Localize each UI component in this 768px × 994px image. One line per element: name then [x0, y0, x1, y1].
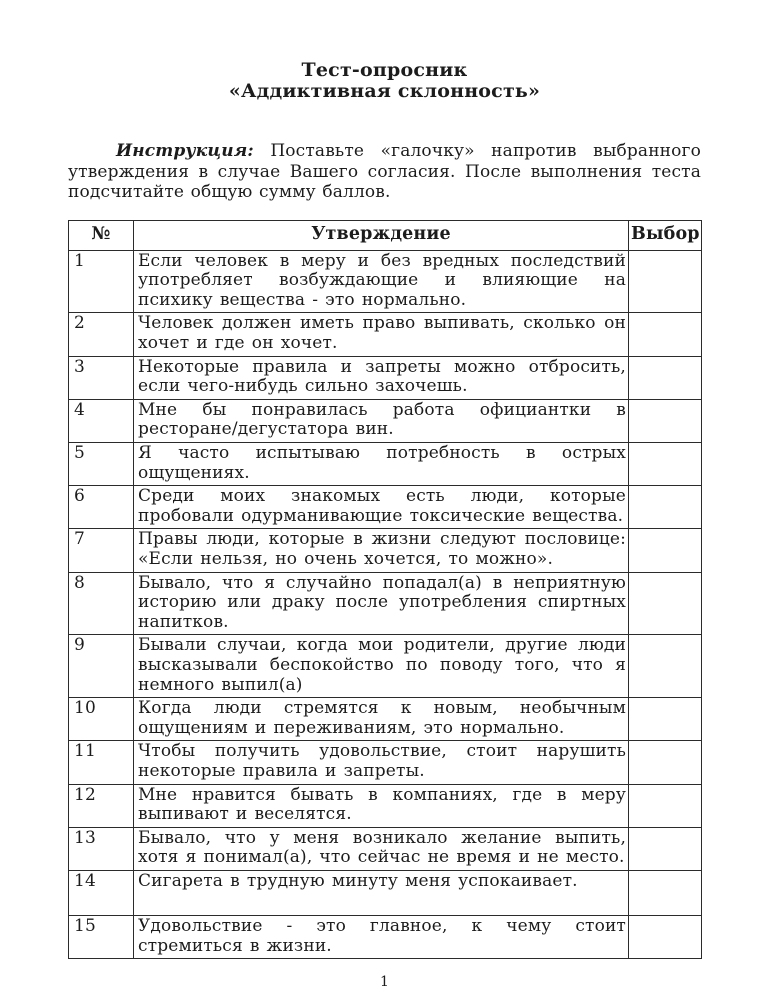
header-number: №	[69, 221, 134, 251]
row-statement: Человек должен иметь право выпивать, сколько он хочет и где он хочет.	[134, 313, 629, 356]
page-number: 1	[379, 974, 390, 991]
row-number: 2	[69, 313, 134, 356]
document-page	[68, 0, 701, 990]
row-statement: Сигарета в трудную минуту меня успокаивает.	[134, 870, 629, 915]
table-row	[69, 698, 702, 741]
row-number: 5	[69, 443, 134, 486]
row-statement: Некоторые правила и запреты можно отбросить, если чего-нибудь сильно захочешь.	[134, 356, 629, 399]
row-statement: Если человек в меру и без вредных последствий употребляет возбуждающие и влияющие на психику вещества - это нормально.	[134, 250, 629, 313]
choice-cell[interactable]	[629, 698, 702, 741]
row-number: 7	[69, 529, 134, 572]
header-statement: Утверждение	[134, 221, 629, 251]
row-number: 10	[69, 698, 134, 741]
row-statement: Мне бы понравилась работа официантки в ресторане/дегустатора вин.	[134, 399, 629, 442]
choice-cell[interactable]	[629, 741, 702, 784]
instruction-text: Поставьте «галочку» напротив выбранного утверждения в случае Вашего согласия. После выполнения теста подсчитайте общую сумму баллов.	[68, 141, 701, 203]
choice-cell[interactable]	[629, 250, 702, 313]
table-row	[69, 399, 702, 442]
table-row	[69, 870, 702, 915]
choice-cell[interactable]	[629, 870, 702, 915]
row-statement: Правы люди, которые в жизни следуют пословице: «Если нельзя, но очень хочется, то можно».	[134, 529, 629, 572]
row-number: 11	[69, 741, 134, 784]
table-row	[69, 915, 702, 958]
row-statement: Бывало, что у меня возникало желание выпить, хотя я понимал(а), что сейчас не время и не место.	[134, 827, 629, 870]
choice-cell[interactable]	[629, 356, 702, 399]
statements-body	[69, 250, 702, 958]
table-row	[69, 827, 702, 870]
row-number: 15	[69, 915, 134, 958]
table-row	[69, 741, 702, 784]
row-statement: Когда люди стремятся к новым, необычным ощущениям и переживаниям, это нормально.	[134, 698, 629, 741]
row-number: 14	[69, 870, 134, 915]
table-row	[69, 486, 702, 529]
row-number: 12	[69, 784, 134, 827]
choice-cell[interactable]	[629, 915, 702, 958]
choice-cell[interactable]	[629, 399, 702, 442]
choice-cell[interactable]	[629, 827, 702, 870]
table-row	[69, 529, 702, 572]
table-row	[69, 784, 702, 827]
title-line-1: Тест-опросник	[301, 59, 468, 81]
choice-cell[interactable]	[629, 443, 702, 486]
table-header-row	[69, 221, 702, 251]
table-row	[69, 635, 702, 698]
choice-cell[interactable]	[629, 529, 702, 572]
instruction-label: Инструкция:	[116, 141, 254, 161]
row-number: 6	[69, 486, 134, 529]
row-number: 3	[69, 356, 134, 399]
row-statement: Среди моих знакомых есть люди, которые пробовали одурманивающие токсические вещества.	[134, 486, 629, 529]
table-row	[69, 572, 702, 635]
statements-table	[68, 220, 702, 959]
row-statement: Бывали случаи, когда мои родители, другие люди высказывали беспокойство по поводу того, что я немного выпил(а)	[134, 635, 629, 698]
table-row	[69, 443, 702, 486]
row-statement: Мне нравится бывать в компаниях, где в меру выпивают и веселятся.	[134, 784, 629, 827]
choice-cell[interactable]	[629, 313, 702, 356]
row-number: 4	[69, 399, 134, 442]
instruction-paragraph	[68, 141, 701, 203]
choice-cell[interactable]	[629, 635, 702, 698]
page-title	[68, 60, 701, 102]
table-row	[69, 250, 702, 313]
choice-cell[interactable]	[629, 572, 702, 635]
row-number: 9	[69, 635, 134, 698]
title-line-2: «Аддиктивная склонность»	[228, 80, 541, 102]
header-choice: Выбор	[629, 221, 702, 251]
table-row	[69, 356, 702, 399]
row-statement: Чтобы получить удовольствие, стоит нарушить некоторые правила и запреты.	[134, 741, 629, 784]
row-number: 8	[69, 572, 134, 635]
choice-cell[interactable]	[629, 486, 702, 529]
row-statement: Бывало, что я случайно попадал(а) в неприятную историю или драку после употребления спиртных напитков.	[134, 572, 629, 635]
row-statement: Я часто испытываю потребность в острых ощущениях.	[134, 443, 629, 486]
choice-cell[interactable]	[629, 784, 702, 827]
row-number: 1	[69, 250, 134, 313]
row-number: 13	[69, 827, 134, 870]
table-row	[69, 313, 702, 356]
row-statement: Удовольствие - это главное, к чему стоит стремиться в жизни.	[134, 915, 629, 958]
